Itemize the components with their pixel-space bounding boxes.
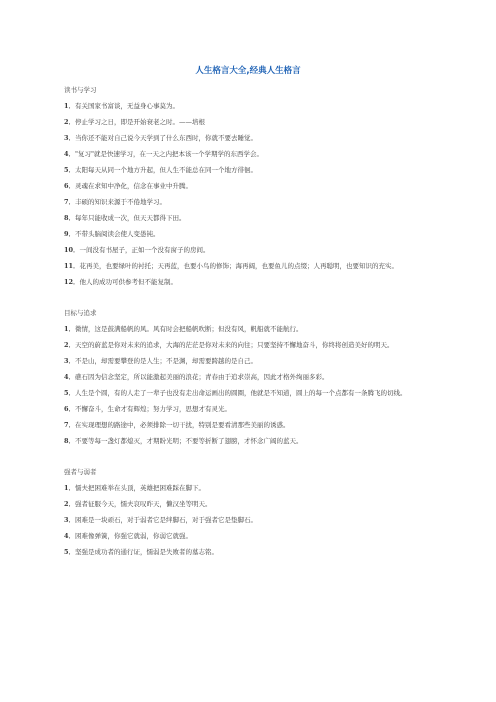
list-item: 6．不懈奋斗，生命才有辉煌；努力学习，思想才有灵光。 xyxy=(64,405,232,413)
list-item: 8．每年只能收成一次，但天天都得下田。 xyxy=(64,214,186,222)
list-item: 1．有关国家书富谈，无益身心事莫为。 xyxy=(64,102,180,110)
list-item: 7．在实现理想的路途中，必须排除一切干扰，特别是要看清那些美丽的诱惑。 xyxy=(64,421,290,429)
page-title: 人生格言大全,经典人生格言 xyxy=(195,66,301,76)
list-item: 4．"复习"就是快速学习，在一天之内把本该一个学期学的东西学会。 xyxy=(64,150,264,158)
list-item: 1．懦夫把困难举在头顶，英雄把困难踩在脚下。 xyxy=(64,484,206,492)
list-item: 2．天空的蔚蓝是你对未来的追求，大海的茫茫是你对未来的向往；只要坚持不懈地奋斗，你终将创造美好的明天。 xyxy=(64,341,394,349)
list-item: 11．花再美，也要绿叶的衬托；天再蓝，也要小鸟的修饰；海再阔，也要鱼儿的点缀；人再聪明，也要知识的充实。 xyxy=(64,262,399,270)
list-item: 2．强者征服今天，懦夫哀叹昨天，懒汉坐等明天。 xyxy=(64,500,212,508)
list-item: 10．一间没有书屋子，正如一个没有窗子的房间。 xyxy=(64,246,210,254)
list-item: 9．不带头脑阅读会使人变愚钝。 xyxy=(64,230,160,238)
section-strong-weak xyxy=(64,464,432,560)
section-heading: 强者与弱者 xyxy=(64,468,97,476)
list-item: 1．微情，这是鼓满船帆的风。风有时会把船帆吹断；但没有风，帆船就不能航行。 xyxy=(64,325,303,333)
list-item: 3．困难是一块顽石，对于弱者它是绊脚石，对于强者它是垫脚石。 xyxy=(64,516,258,524)
list-item: 12．他人的成功可供参考但不能复制。 xyxy=(64,278,178,286)
list-item: 3．当你还不能对自己说今天学到了什么东西时，你就不要去睡觉。 xyxy=(64,134,258,142)
list-item: 5．坚强是成功者的通行证，懦弱是失败者的墓志铭。 xyxy=(64,548,219,556)
section-heading: 目标与追求 xyxy=(64,309,97,317)
section-heading: 读书与学习 xyxy=(64,86,97,94)
list-item: 4．困难像弹簧，你强它就弱，你弱它就强。 xyxy=(64,532,193,540)
section-goals-pursuit xyxy=(64,305,432,449)
list-item: 4．礁石因为信念坚定，所以能激起美丽的浪花；青春由于追求崇高，因此才格外绚丽多彩。 xyxy=(64,373,329,381)
list-item: 5．太阳每天从同一个地方升起，但人生不能总在同一个地方徘徊。 xyxy=(64,166,258,174)
list-item: 6．灵魂在求知中净化，信念在事业中升腾。 xyxy=(64,182,193,190)
list-item: 3．不是山，却需要攀登的是人生；不是渊，却需要跨越的是自己。 xyxy=(64,357,258,365)
list-item: 5．人生是个圆，有的人走了一辈子也没有走出命运画出的圆圈，他就是不知道，圆上的每一个点都有一条腾飞的切线。 xyxy=(64,389,407,397)
list-item: 8．不要等每一盏灯都熄灭，才期盼光明；不要等折断了翅膀，才怀念广阔的蓝天。 xyxy=(64,437,303,445)
list-item: 2．停止学习之日，即是开始衰老之时。——培根 xyxy=(64,118,206,126)
list-item: 7．丰硕的知识来源于不倦地学习。 xyxy=(64,198,167,206)
section-reading-learning xyxy=(64,82,432,290)
document-body xyxy=(64,82,432,560)
